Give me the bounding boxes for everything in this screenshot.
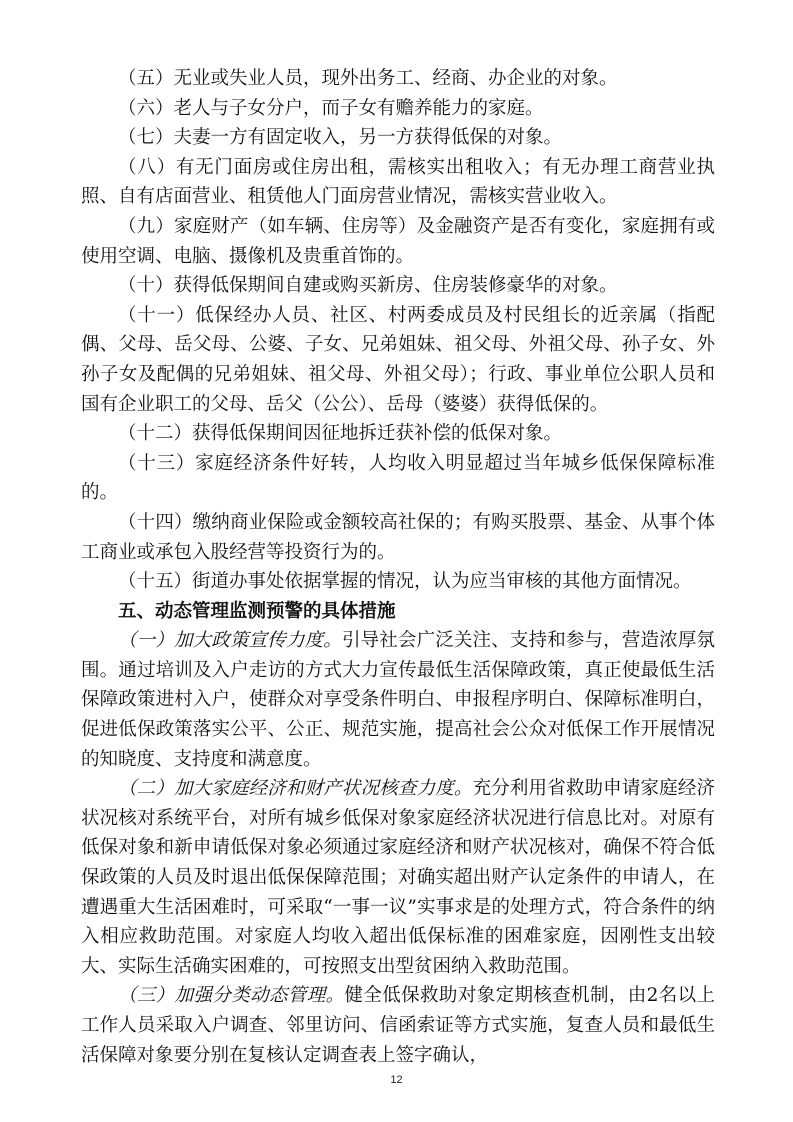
list-item: （八）有无门面房或住房出租，需核实出租收入；有无办理工商营业执照、自有店面营业、租赁他人门面房营业情况，需核实营业收入。 [81,156,715,208]
measure-body: 充分利用省救助申请家庭经济状况核对系统平台，对所有城乡低保对象家庭经济状况进行信息比对。对原有低保对象和新申请低保对象必须通过家庭经济和财产状况核对，确保不符合低保政策的人员及时退出低保保障范围；对确实超出财产认定条件的申请人，在遭遇重大生活困难时，可采取“一事一议”实事求是的处理方式，符合条件的纳入相应救助范围。对家庭人均收入超出低保标准的困难家庭，因刚性支出较大、实际生活确实困难的，可按照支出型贫困纳入救助范围。 [81,778,715,977]
list-item: （七）夫妻一方有固定收入，另一方获得低保的对象。 [118,127,563,149]
measure-body: 引导社会广泛关注、支持和参与，营造浓厚氛围。通过培训及入户走访的方式大力宣传最低生活保障政策，真正使最低生活保障政策进村入户，使群众对享受条件明白、申报程序明白、保障标准明白，促进低保政策落实公平、公正、规范实施，提高社会公众对低保工作开展情况的知晓度、支持度和满意度。 [81,630,715,770]
measure-title: （三）加强分类动态管理。 [118,985,345,1007]
list-item: （九）家庭财产（如车辆、住房等）及金融资产是否有变化，家庭拥有或使用空调、电脑、摄像机及贵重首饰的。 [81,215,715,267]
list-item: （五）无业或失业人员，现外出务工、经商、办企业的对象。 [118,68,618,89]
list-item: （十二）获得低保期间因征地拆迁获补偿的低保对象。 [118,423,563,445]
measure-body: 健全低保救助对象定期核查机制，由2名以上工作人员采取入户调查、邻里访问、信函索证等方式实施，复查人员和最低生活保障对象要分别在复核认定调查表上签字确认， [81,985,715,1066]
measure-paragraph [81,774,715,981]
list-item: （十五）街道办事处依据掌握的情况，认为应当审核的其他方面情况。 [118,571,692,593]
measure-paragraph [81,626,715,774]
page-number: 12 [390,1074,403,1086]
list-item: （十三）家庭经济条件好转，人均收入明显超过当年城乡低保保障标准的。 [81,452,715,504]
measure-title: （一）加大政策宣传力度。 [118,630,342,652]
list-item: （六）老人与子女分户，而子女有赡养能力的家庭。 [118,97,544,119]
list-item: （十）获得低保期间自建或购买新房、住房装修豪华的对象。 [118,275,618,297]
list-item: （十四）缴纳商业保险或金额较高社保的；有购买股票、基金、从事个体工商业或承包入股经营等投资行为的。 [81,511,715,563]
page-body [81,64,715,1070]
section-heading: 五、动态管理监测预警的具体措施 [118,600,396,622]
list-item: （十一）低保经办人员、社区、村两委成员及村民组长的近亲属（指配偶、父母、岳父母、公婆、子女、兄弟姐妹、祖父母、外祖父母、孙子女、外孙子女及配偶的兄弟姐妹、祖父母、外祖父母）；行政、事业单位公职人员和国有企业职工的父母、岳父（公公）、岳母（婆婆）获得低保的。 [81,304,715,415]
measure-paragraph [81,981,715,1070]
measure-title: （二）加大家庭经济和财产状况核查力度。 [118,778,473,800]
